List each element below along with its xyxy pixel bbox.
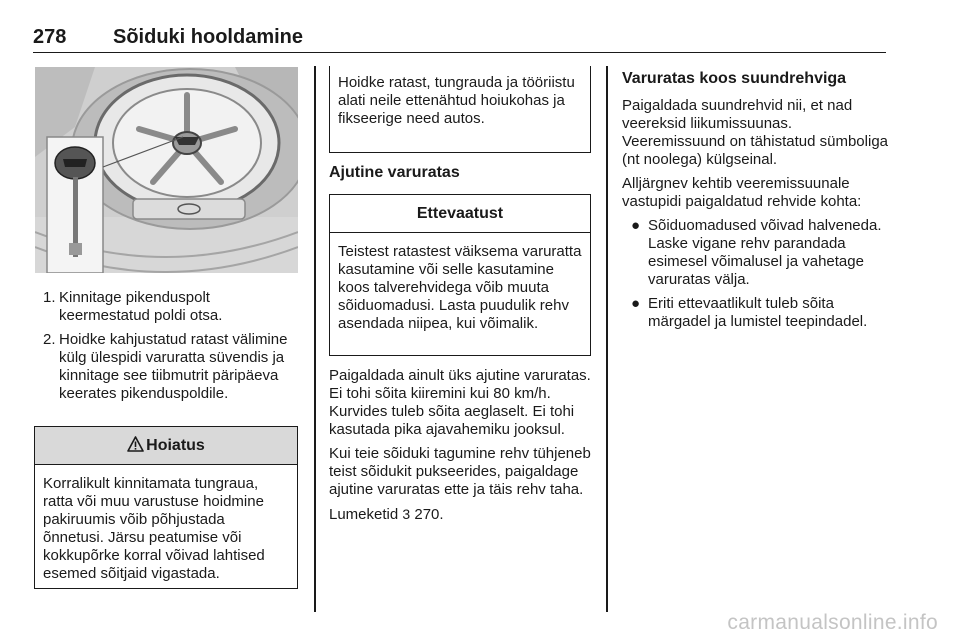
watermark: carmanualsonline.info [727,611,938,634]
bullet-item [622,295,892,331]
caution-body: Teistest ratastest väiksema varuratta kasutamine või selle kasutamine koos talverehvidega võib muuta sõiduomadusi. Lasta puudulik rehv asendada niipea, kui võimalik. [338,243,582,332]
storage-note-box [329,66,591,153]
storage-note-text: Hoidke ratast, tungrauda ja tööriistu alati neile ettenähtud hoiukohas ja fikseerige need autos. [338,74,575,127]
column-2-text [329,367,591,530]
step-item [34,331,298,403]
step-text: Kinnitage pikenduspolt keermestatud poldi otsa. [59,289,223,324]
reference-page-link[interactable]: 270. [414,506,444,523]
column-divider-2 [606,66,608,612]
header-title: Sõiduki hooldamine [113,26,304,48]
bullet-text: Sõiduomadused võivad halveneda. Laske vigane rehv parandada esimesel võimalusel ja vahetage varuratas välja. [648,217,882,288]
spare-wheel-drawing [35,67,298,273]
caution-title: Ettevaatust [330,195,590,233]
step-text: Hoidke kahjustatud ratast välimine külg ülespidi varuratta süvendis ja kinnitage see tiibmutrit päripäeva keerates pikenduspoldile. [59,331,288,402]
warning-triangle-icon [127,436,144,452]
warning-title [35,427,297,465]
bullet-item [622,217,892,289]
reference-arrow-icon: 3 [402,506,411,522]
step-number: 1. [43,289,56,306]
bullet-icon: ● [631,295,641,312]
temporary-spare-heading: Ajutine varuratas [329,164,460,181]
cross-reference [329,505,591,524]
caution-box [329,194,591,356]
step-number: 2. [43,331,56,348]
bullet-text: Eriti ettevaatlikult tuleb sõita märgadel ja lumistel teepindadel. [648,295,868,330]
step-item [34,289,298,325]
page-header [33,26,886,53]
warning-title-text: Hoiatus [146,437,205,454]
page-number: 278 [33,26,67,48]
directional-tyre-heading: Varuratas koos suundrehviga [622,70,847,87]
warning-body: Korralikult kinnitamata tungraua, ratta või muu varustuse hoidmine pakiruumis võib põhjustada õnnetusi. Järsu peatumise või kokkupõrke korral võivad lahtised esemed sõitjaid vigastada. [43,475,265,582]
warning-box [34,426,298,589]
column-1 [34,289,298,409]
paragraph: Alljärgnev kehtib veeremissuunale vastupidi paigaldatud rehvide kohta: [622,175,862,210]
reference-label: Lumeketid [329,506,399,523]
paragraph: Kui teie sõiduki tagumine rehv tühjeneb teist sõidukit pukseerides, paigaldage ajutine varuratas ette ja täis rehv taha. [329,445,591,498]
column-3 [622,69,892,337]
spare-wheel-illustration [35,67,298,273]
bullet-icon: ● [631,217,641,234]
paragraph: Paigaldada ainult üks ajutine varuratas. Ei tohi sõita kiiremini kui 80 km/h. Kurvides tuleb sõita aeglaselt. Ei tohi kasutada pika ajavahemiku jooksul. [329,367,591,438]
column-divider-1 [314,66,316,612]
paragraph: Paigaldada suundrehvid nii, et nad veereksid liikumissuunas. Veeremissuund on tähistatud sümboliga (nt noolega) külgseinal. [622,97,889,168]
bullet-list [622,217,892,331]
step-list [34,289,298,403]
